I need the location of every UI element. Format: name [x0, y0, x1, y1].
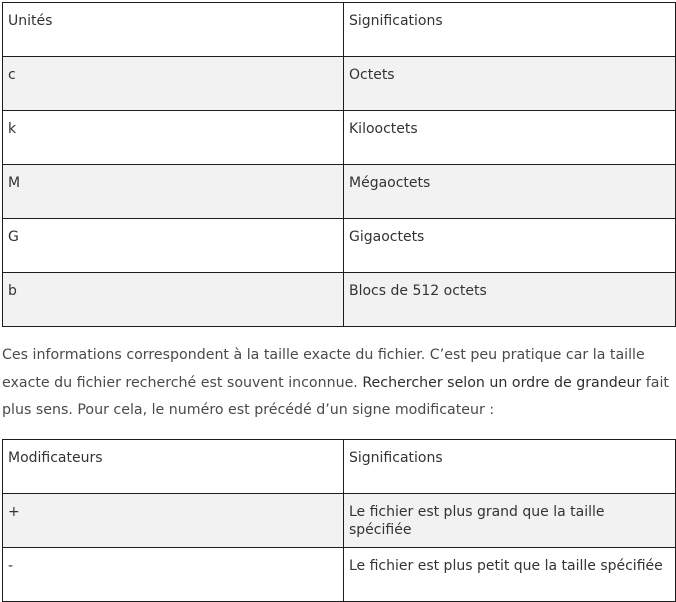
paragraph-text-end: fait plus sens. Pour cela, le numéro est précédé d’un signe modificateur : — [2, 374, 669, 418]
body-paragraph — [2, 342, 674, 425]
meaning-cell: Le fichier est plus petit que la taille spécifiée — [344, 548, 676, 602]
modifiers-table — [2, 439, 676, 602]
table-row — [3, 111, 676, 165]
column-header-meanings: Significations — [344, 440, 676, 494]
units-table — [2, 2, 676, 327]
unit-cell: b — [3, 273, 344, 327]
paragraph-text-start: Ces informations correspondent à la taille exacte du fichier. C’est peu pratique car la taille exacte du fichier recherché est souvent inconnue. — [2, 347, 645, 391]
unit-cell: k — [3, 111, 344, 165]
table-row — [3, 273, 676, 327]
table-row — [3, 548, 676, 602]
column-header-meanings: Significations — [344, 3, 676, 57]
column-header-units: Unités — [3, 3, 344, 57]
table-row — [3, 165, 676, 219]
modifier-cell: - — [3, 548, 344, 602]
table-row — [3, 219, 676, 273]
unit-cell: c — [3, 57, 344, 111]
table-header-row — [3, 440, 676, 494]
unit-cell: M — [3, 165, 344, 219]
meaning-cell: Octets — [344, 57, 676, 111]
modifier-cell: + — [3, 494, 344, 548]
table-header-row — [3, 3, 676, 57]
meaning-cell: Gigaoctets — [344, 219, 676, 273]
order-of-magnitude-link[interactable]: Rechercher selon un ordre de grandeur — [362, 374, 642, 391]
meaning-cell: Mégaoctets — [344, 165, 676, 219]
table-row — [3, 57, 676, 111]
table-row — [3, 494, 676, 548]
unit-cell: G — [3, 219, 344, 273]
meaning-cell: Kilooctets — [344, 111, 676, 165]
meaning-cell: Le fichier est plus grand que la taille spécifiée — [344, 494, 676, 548]
column-header-modifiers: Modificateurs — [3, 440, 344, 494]
meaning-cell: Blocs de 512 octets — [344, 273, 676, 327]
